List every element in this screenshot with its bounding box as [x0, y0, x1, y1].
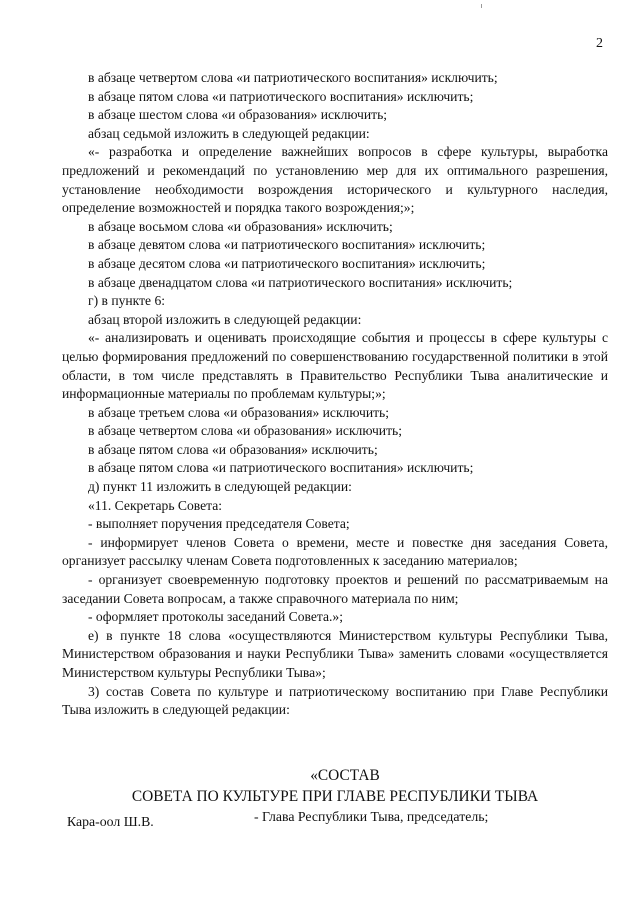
paragraph-abzac-10: в абзаце десятом слова «и патриотического воспитания» исключить;: [88, 255, 486, 271]
member-name: Кара-оол Ш.В.: [67, 814, 154, 829]
paragraph-abzac-7-text: «- разработка и определение важнейших вопросов в сфере культуры, выработка предложений и рекомендаций по установлению мер для их оптимального разрешения, установление необходимости возрождения исторического и культурного наследия, определение возможностей и порядка такого возрождения;»;: [62, 144, 608, 216]
paragraph-abzac-3: в абзаце третьем слова «и образования» исключить;: [88, 404, 390, 420]
member-role: - Глава Республики Тыва, председатель;: [254, 809, 489, 824]
paragraph-composition-intro: 3) состав Совета по культуре и патриотическому воспитанию при Главе Республики Тыва изложить в следующей редакции:: [62, 683, 608, 718]
paragraph-abzac-4: в абзаце четвертом слова «и патриотического воспитания» исключить;: [88, 70, 498, 85]
page-number: 2: [596, 36, 603, 51]
paragraph-secretary-duty-3: - организует своевременную подготовку проектов и решений по рассматриваемым на заседании Совета вопросам, а также справочного материала по ним;: [62, 572, 608, 606]
paragraph-secretary-duty-1: - выполняет поручения председателя Совета;: [88, 516, 350, 532]
paragraph-abzac-12: в абзаце двенадцатом слова «и патриотического воспитания» исключить;: [88, 274, 513, 290]
paragraph-abzac-2-text: «- анализировать и оценивать происходящие события и процессы в сфере культуры с целью формирования предложений по совершенствованию государственной политики в этой области, в том числе представлять в Правительство Республики Тыва аналитические и информационные материалы по проблемам культуры;»;: [62, 330, 608, 402]
scan-speck: [481, 4, 482, 8]
document-body: [62, 69, 608, 720]
paragraph-abzac-5c: в абзаце пятом слова «и патриотического воспитания» исключить;: [88, 460, 474, 476]
composition-subtitle: СОВЕТА ПО КУЛЬТУРЕ ПРИ ГЛАВЕ РЕСПУБЛИКИ ТЫВА: [131, 788, 539, 805]
paragraph-punkt-18: е) в пункте 18 слова «осуществляются Министерством культуры Республики Тыва, Министерством образования и науки Республики Тыва» заменить словами «осуществляется Министерством культуры Республики Тыва»;: [62, 627, 608, 680]
paragraph-punkt-11: д) пункт 11 изложить в следующей редакции:: [88, 479, 352, 495]
paragraph-abzac-4b: в абзаце четвертом слова «и образования» исключить;: [88, 423, 402, 439]
paragraph-secretary-heading: «11. Секретарь Совета:: [88, 497, 223, 513]
paragraph-abzac-9: в абзаце девятом слова «и патриотического воспитания» исключить;: [88, 237, 486, 253]
paragraph-abzac-7-intro: абзац седьмой изложить в следующей редакции:: [88, 125, 370, 141]
paragraph-abzac-6: в абзаце шестом слова «и образования» исключить;: [88, 107, 388, 123]
paragraph-punkt-6: г) в пункте 6:: [88, 293, 166, 309]
paragraph-secretary-duty-2: - информирует членов Совета о времени, месте и повестке дня заседания Совета, организует рассылку членам Совета подготовленных к заседанию материалов;: [62, 534, 608, 569]
paragraph-abzac-5b: в абзаце пятом слова «и образования» исключить;: [88, 441, 378, 457]
paragraph-abzac-2-intro: абзац второй изложить в следующей редакции:: [88, 311, 362, 327]
paragraph-abzac-8: в абзаце восьмом слова «и образования» исключить;: [88, 218, 393, 234]
composition-title: «СОСТАВ: [310, 767, 380, 784]
paragraph-abzac-5: в абзаце пятом слова «и патриотического воспитания» исключить;: [88, 88, 474, 104]
paragraph-secretary-duty-4: - оформляет протоколы заседаний Совета.»;: [88, 609, 344, 625]
